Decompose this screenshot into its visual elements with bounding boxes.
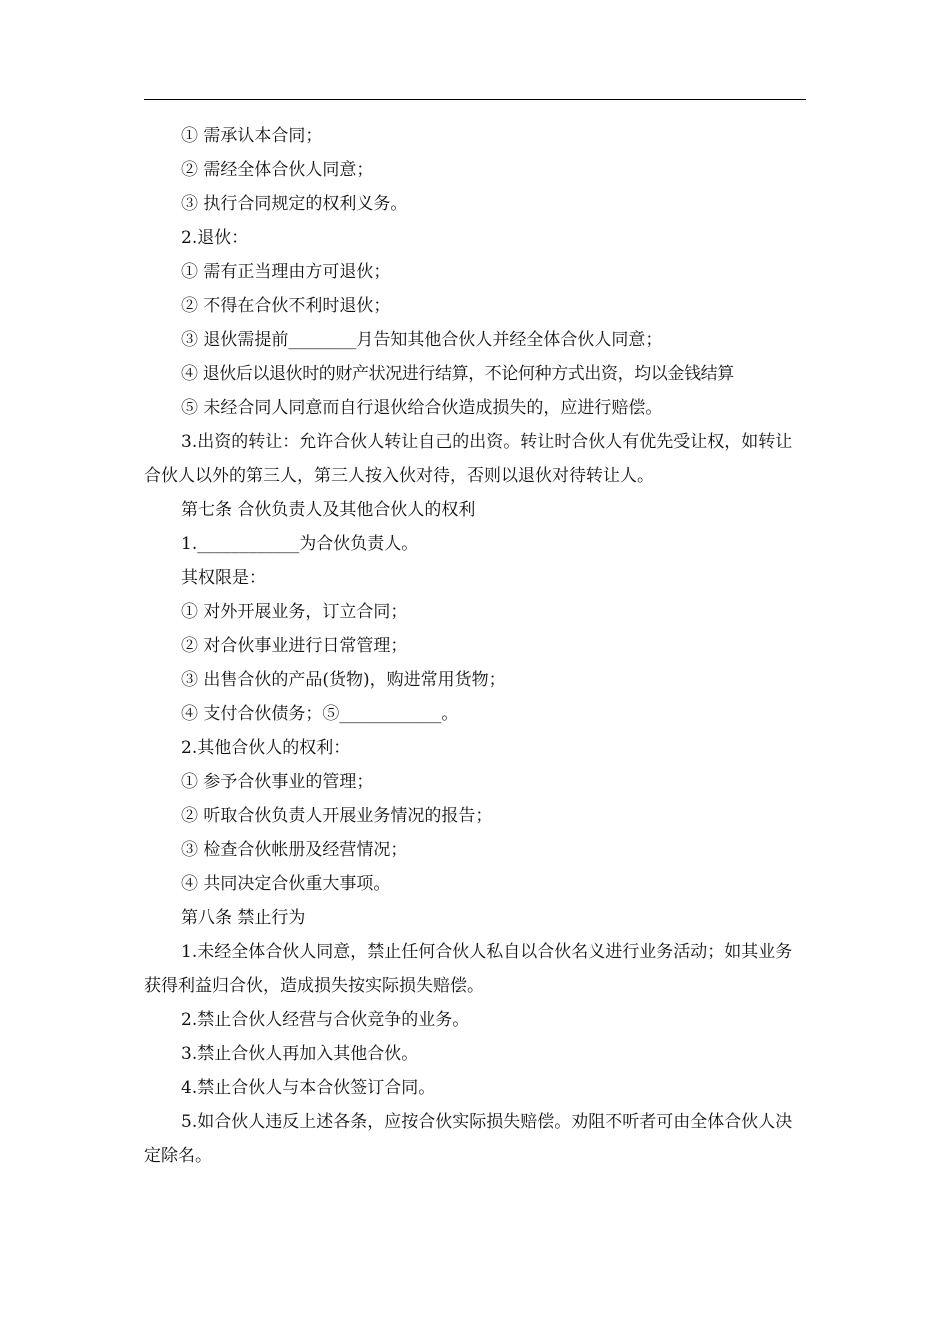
document-body: [144, 119, 806, 1173]
paragraph: ① 需承认本合同；: [181, 126, 323, 146]
article-heading: 第八条 禁止行为: [181, 908, 306, 928]
paragraph: ② 对合伙事业进行日常管理；: [181, 636, 408, 656]
paragraph: ① 需有正当理由方可退伙；: [181, 262, 391, 282]
paragraph: ③ 检查合伙帐册及经营情况；: [181, 840, 408, 860]
paragraph: 1.____________为合伙负责人。: [181, 534, 419, 554]
paragraph: ③ 出售合伙的产品(货物)，购进常用货物；: [181, 670, 506, 690]
article-heading: 第七条 合伙负责人及其他合伙人的权利: [181, 500, 476, 520]
header-rule: [144, 99, 806, 100]
paragraph: 3.出资的转让：允许合伙人转让自己的出资。转让时合伙人有优先受让权，如转让合伙人以外的第三人，第三人按入伙对待，否则以退伙对待转让人。: [144, 432, 793, 486]
paragraph: ④ 支付合伙债务；⑤____________。: [181, 704, 459, 724]
paragraph: ④ 共同决定合伙重大事项。: [181, 874, 391, 894]
paragraph: ③ 执行合同规定的权利义务。: [181, 194, 408, 214]
paragraph: ⑤ 未经合同人同意而自行退伙给合伙造成损失的，应进行赔偿。: [181, 398, 663, 418]
paragraph: ③ 退伙需提前________月告知其他合伙人并经全体合伙人同意；: [181, 330, 663, 350]
paragraph: 1.未经全体合伙人同意，禁止任何合伙人私自以合伙名义进行业务活动；如其业务获得利益归合伙，造成损失按实际损失赔偿。: [144, 942, 793, 996]
paragraph: ② 听取合伙负责人开展业务情况的报告；: [181, 806, 493, 826]
paragraph: 2.禁止合伙人经营与合伙竞争的业务。: [181, 1010, 470, 1030]
paragraph: ④ 退伙后以退伙时的财产状况进行结算，不论何种方式出资，均以金钱结算: [181, 364, 734, 384]
paragraph: 4.禁止合伙人与本合伙签订合同。: [181, 1078, 436, 1098]
paragraph: ① 对外开展业务，订立合同；: [181, 602, 408, 622]
section-heading: 2.其他合伙人的权利：: [181, 738, 351, 758]
section-heading: 2.退伙：: [181, 228, 249, 248]
paragraph: ② 需经全体合伙人同意；: [181, 160, 374, 180]
paragraph: 3.禁止合伙人再加入其他合伙。: [181, 1044, 419, 1064]
paragraph: 其权限是：: [181, 568, 266, 588]
paragraph: ② 不得在合伙不利时退伙；: [181, 296, 391, 316]
paragraph: 5.如合伙人违反上述各条，应按合伙实际损失赔偿。劝阻不听者可由全体合伙人决定除名。: [144, 1112, 793, 1166]
paragraph: ① 参予合伙事业的管理；: [181, 772, 374, 792]
